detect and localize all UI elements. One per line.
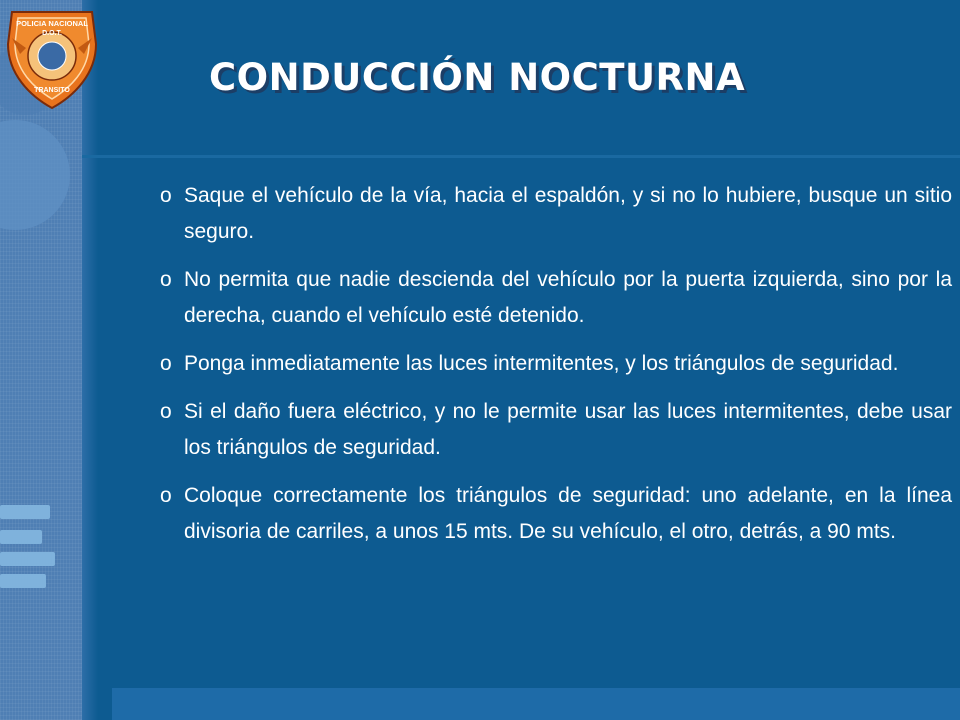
list-item <box>160 178 952 250</box>
decorative-bar <box>0 574 46 588</box>
list-item <box>160 262 952 334</box>
list-item <box>160 478 952 550</box>
police-shield-logo <box>4 4 100 114</box>
logo-middle-text: D.O.T. <box>42 30 62 37</box>
list-item-text: Coloque correctamente los triángulos de seguridad: uno adelante, en la línea divisoria de carriles, a unos 15 mts. De su vehículo, el otro, detrás, a 90 mts. <box>184 484 952 543</box>
bullet-marker: o <box>160 184 172 207</box>
decorative-bar <box>0 552 55 566</box>
logo-bottom-text: TRANSITO <box>34 87 70 94</box>
list-item-text: Si el daño fuera eléctrico, y no le permite usar las luces intermitentes, debe usar los triángulos de seguridad. <box>184 400 952 459</box>
list-item-text: No permita que nadie descienda del vehículo por la puerta izquierda, sino por la derecha, cuando el vehículo esté detenido. <box>184 268 952 327</box>
decorative-bar <box>0 530 42 544</box>
bullet-marker: o <box>160 352 172 375</box>
slide-title: CONDUCCIÓN NOCTURNA <box>209 56 746 99</box>
bullet-marker: o <box>160 484 172 507</box>
bullet-list <box>160 178 952 562</box>
bullet-marker: o <box>160 268 172 291</box>
list-item-text: Saque el vehículo de la vía, hacia el espaldón, y si no lo hubiere, busque un sitio seguro. <box>184 184 952 243</box>
list-item <box>160 394 952 466</box>
bullet-marker: o <box>160 400 172 423</box>
list-item <box>160 346 952 382</box>
bottom-band <box>112 688 960 720</box>
decorative-bar <box>0 505 50 519</box>
list-item-text: Ponga inmediatamente las luces intermitentes, y los triángulos de seguridad. <box>184 352 899 375</box>
title-separator <box>82 155 960 158</box>
logo-top-text: POLICIA NACIONAL <box>16 19 88 28</box>
decorative-circle <box>0 120 70 230</box>
